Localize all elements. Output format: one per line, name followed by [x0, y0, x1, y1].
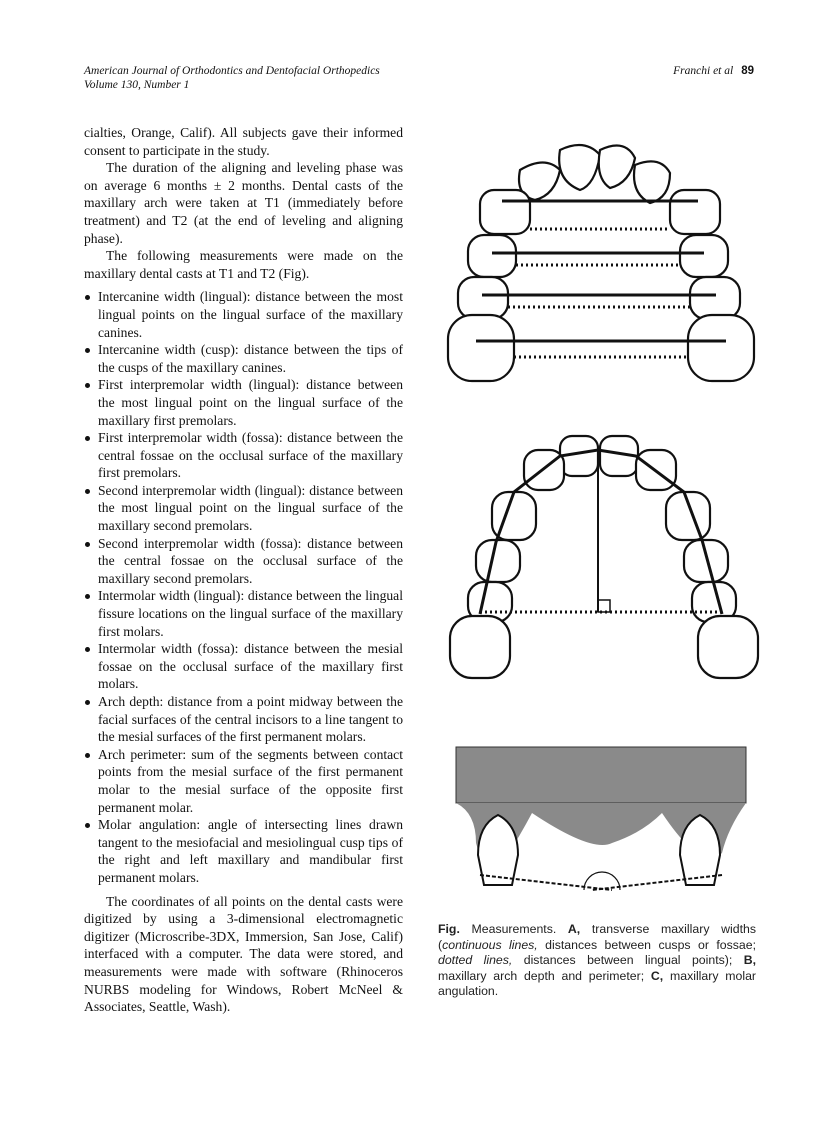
running-header-right [673, 64, 754, 78]
list-item: Intercanine width (lingual): distance between the most lingual points on the lingual surface of the maxillary canines. [84, 288, 403, 341]
list-item: Arch perimeter: sum of the segments between contact points from the mesial surface of the first permanent molar to the mesial surface of the opposite first permanent molar. [84, 746, 403, 816]
page-number: 89 [741, 65, 754, 77]
measurement-list [84, 288, 403, 886]
figure-b-arch-depth-perimeter [440, 432, 762, 692]
authors: Franchi et al [673, 65, 734, 77]
tooth-incisor [559, 145, 600, 190]
figure-caption [438, 922, 756, 1000]
figure-c-molar-angulation [452, 745, 752, 895]
journal-volume: Volume 130, Number 1 [84, 79, 190, 91]
tooth-molar [688, 315, 754, 381]
caption-italic: dotted lines, [438, 953, 513, 968]
tooth-lateral [634, 161, 670, 203]
caption-text: distances between lingual points); [512, 953, 744, 968]
paragraph: cialties, Orange, Calif). All subjects gave their informed consent to participate in the study. [84, 125, 403, 158]
paragraph: The duration of the aligning and leveling phase was on average 6 months ± 2 months. Dental casts of the maxillary arch were taken at T1 (immediately before treatment) and T2 (at the end of leveling and aligning phase). [84, 160, 403, 246]
tooth-molar [448, 315, 514, 381]
caption-text: transverse maxillary widths ( [438, 922, 756, 952]
body-column [84, 124, 403, 1016]
tooth-premolar [680, 235, 728, 277]
caption-text: maxillary arch depth and perimeter; [438, 968, 651, 983]
tooth-incisor [599, 146, 635, 189]
tooth-canine [480, 190, 530, 234]
list-item: Arch depth: distance from a point midway between the facial surfaces of the central incisors to a line tangent to the mesial surfaces of the first permanent molars. [84, 693, 403, 746]
caption-label: Fig. [438, 922, 460, 936]
caption-text: maxillary molar angulation. [438, 968, 757, 999]
tooth-canine [670, 190, 720, 234]
journal-title: American Journal of Orthodontics and Dentofacial Orthopedics [84, 65, 380, 77]
list-item: First interpremolar width (lingual): distance between the most lingual point on the lingual surface of the maxillary first premolars. [84, 376, 403, 429]
paragraph: The coordinates of all points on the dental casts were digitized by using a 3-dimensional electromagnetic digitizer (Microscribe-3DX, Immersion, San Jose, Calif) interfaced with a computer. The data were stored, and measurements were made with software (Rhinoceros NURBS modeling for Windows, Robert McNeel & Associates, Seattle, Wash). [84, 893, 403, 1015]
running-header-left [84, 64, 380, 92]
list-item: Intercanine width (cusp): distance between the tips of the cusps of the maxillary canines. [84, 341, 403, 376]
list-item: First interpremolar width (fossa): distance between the central fossae on the occlusal surface of the maxillary first premolars. [84, 429, 403, 482]
caption-panel-b: B, [743, 953, 756, 968]
paragraph: The following measurements were made on the maxillary dental casts at T1 and T2 (Fig). [84, 248, 403, 281]
caption-panel-a: A, [567, 922, 581, 936]
figure-a-transverse-widths [440, 135, 762, 393]
tooth-premolar [458, 277, 508, 319]
caption-text: Measurements. [459, 922, 568, 936]
caption-panel-c: C, [650, 968, 664, 983]
tooth-premolar [468, 235, 516, 277]
list-item: Second interpremolar width (fossa): distance between the central fossae on the occlusal surface of the maxillary second premolars. [84, 535, 403, 588]
list-item: Intermolar width (fossa): distance between the mesial fossae on the occlusal surface of the maxillary first molars. [84, 640, 403, 693]
caption-italic: continuous lines, [442, 937, 538, 952]
tooth-premolar [690, 277, 740, 319]
list-item: Second interpremolar width (lingual): distance between the most lingual point on the lingual surface of the maxillary second premolars. [84, 482, 403, 535]
list-item: Intermolar width (lingual): distance between the lingual fissure locations on the lingual surface of the maxillary first molars. [84, 587, 403, 640]
list-item: Molar angulation: angle of intersecting lines drawn tangent to the mesiofacial and mesiolingual cusp tips of the right and left maxillary and mandibular first permanent molars. [84, 816, 403, 886]
caption-text: distances between cusps or fossae; [537, 937, 757, 952]
